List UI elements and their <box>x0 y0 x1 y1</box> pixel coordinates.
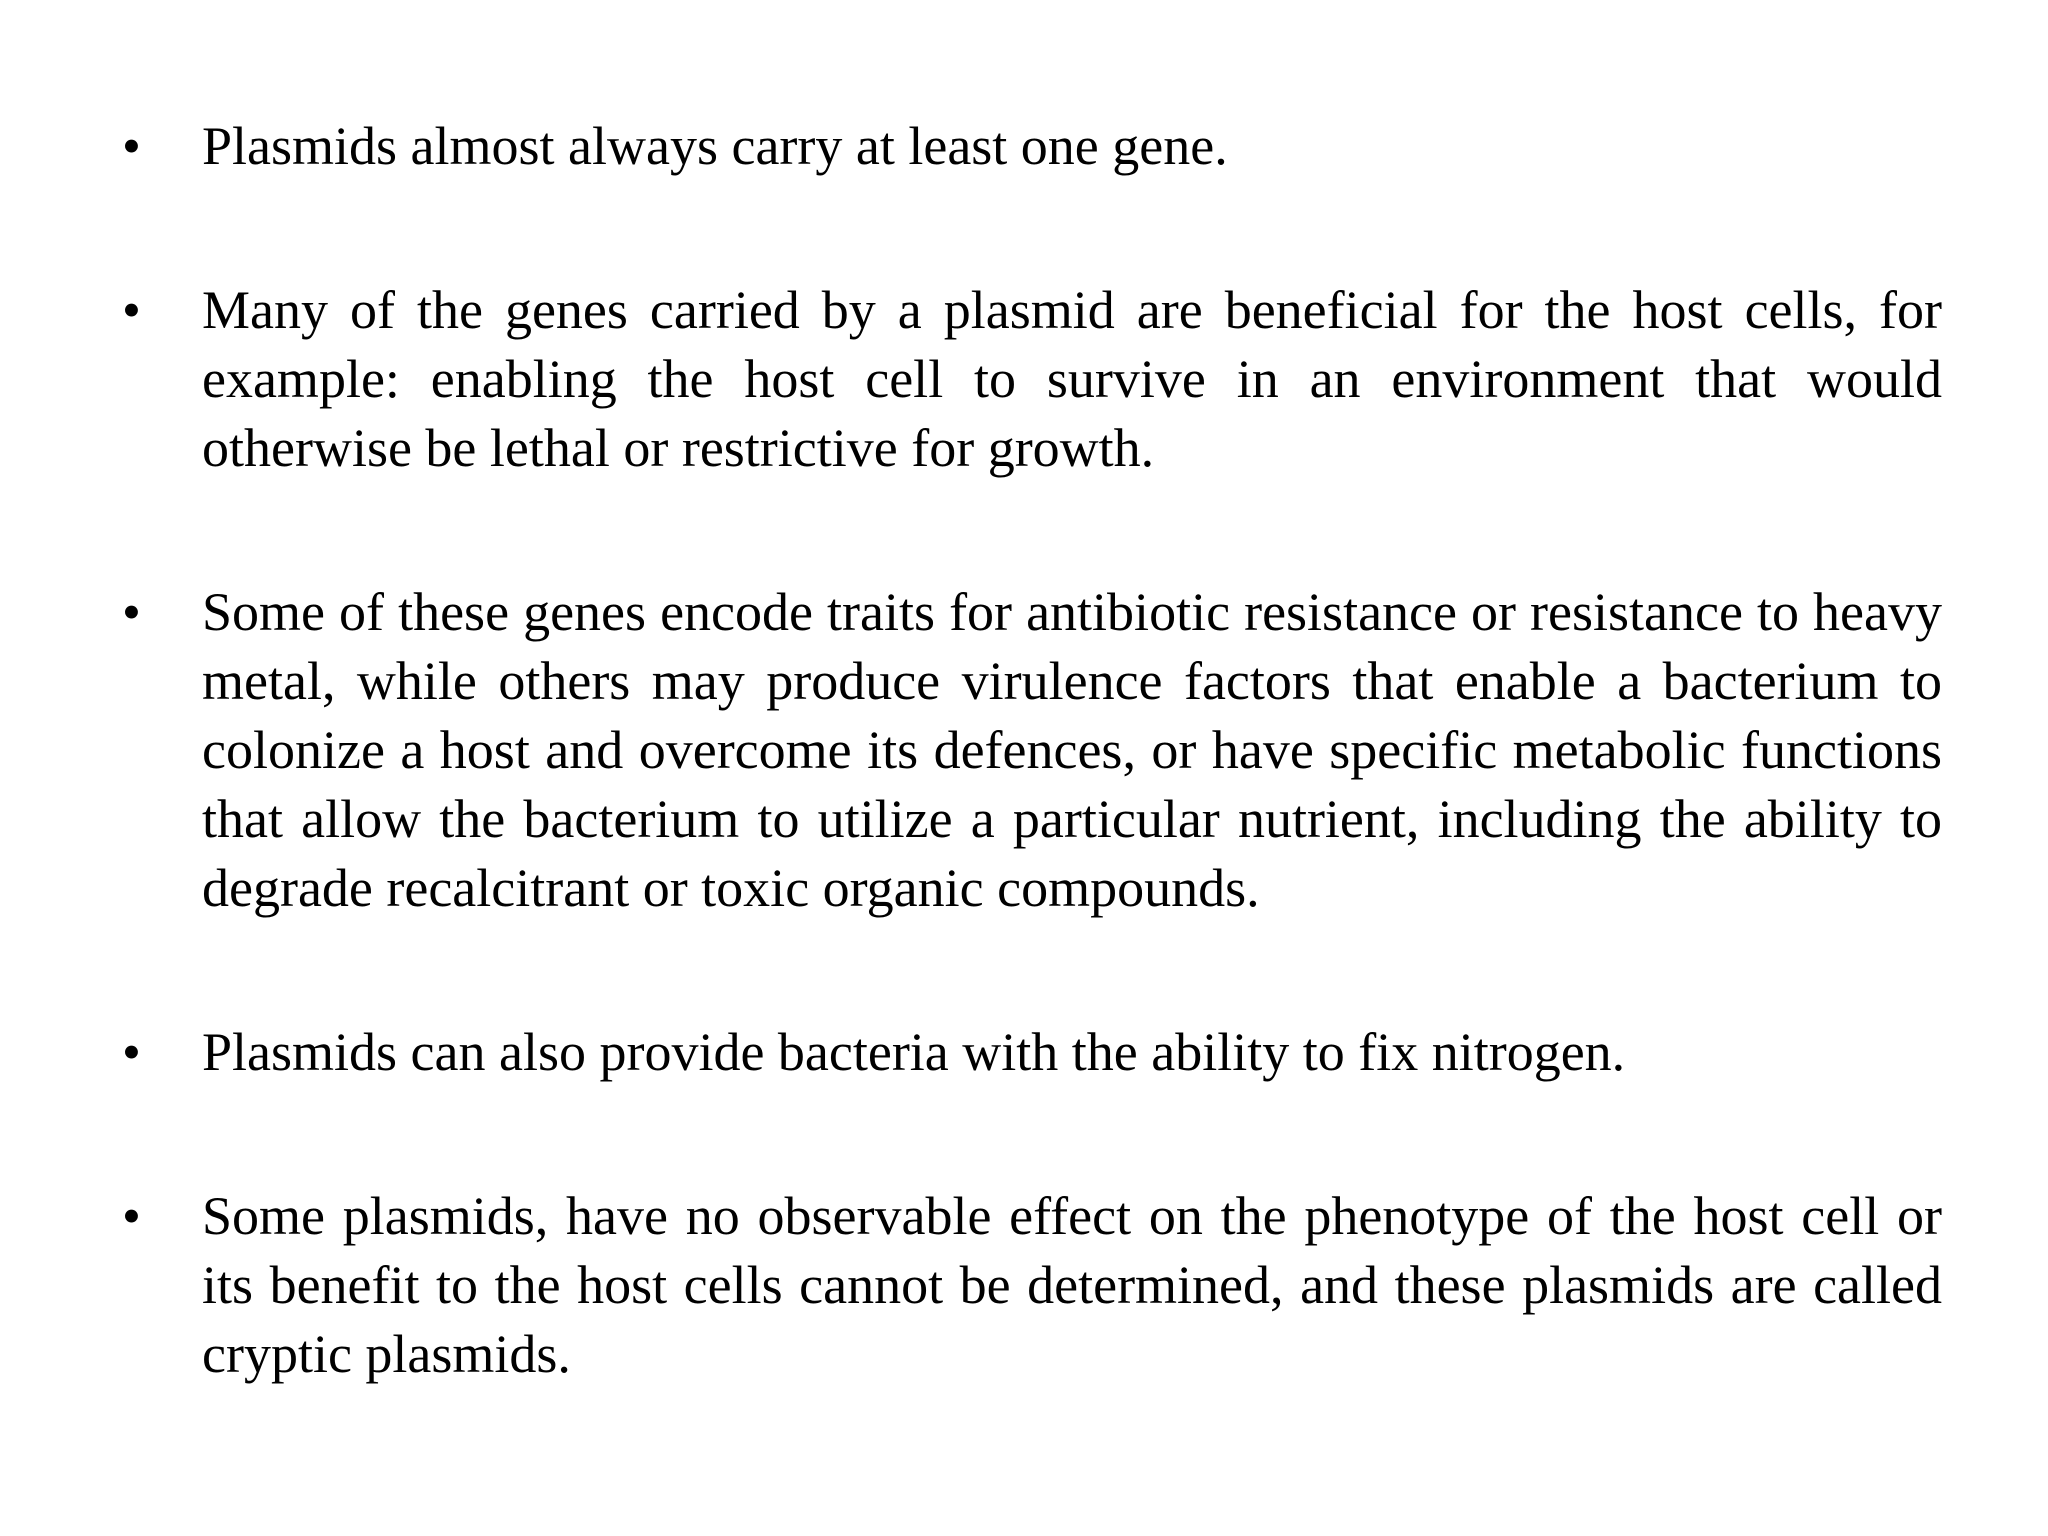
bullet-text: Some of these genes encode traits for antibiotic resistance or resistance to heavy metal, while others may produce virulence factors that enable a bacterium to colonize a host and overcome its defences, or have specific metabolic functions that allow the bacterium to utilize a particular nutrient, including the ability to degrade recalcitrant or toxic organic compounds. <box>202 582 1942 918</box>
bullet-icon: • <box>122 116 141 176</box>
bullet-item <box>122 1182 1942 1389</box>
bullet-item <box>122 112 1942 181</box>
bullet-text: Many of the genes carried by a plasmid are beneficial for the host cells, for example: enabling the host cell to survive in an environment that would otherwise be lethal or restrictive for growth. <box>202 280 1942 478</box>
bullet-text: Plasmids almost always carry at least one gene. <box>202 116 1228 176</box>
bullet-item <box>122 578 1942 923</box>
bullet-item <box>122 276 1942 483</box>
bullet-icon: • <box>122 1186 141 1246</box>
bullet-icon: • <box>122 280 141 340</box>
bullet-icon: • <box>122 1022 141 1082</box>
bullet-text: Plasmids can also provide bacteria with the ability to fix nitrogen. <box>202 1022 1626 1082</box>
bullet-list <box>122 112 1942 1389</box>
bullet-icon: • <box>122 582 141 642</box>
bullet-text: Some plasmids, have no observable effect on the phenotype of the host cell or its benefit to the host cells cannot be determined, and these plasmids are called cryptic plasmids. <box>202 1186 1942 1384</box>
bullet-item <box>122 1018 1942 1087</box>
